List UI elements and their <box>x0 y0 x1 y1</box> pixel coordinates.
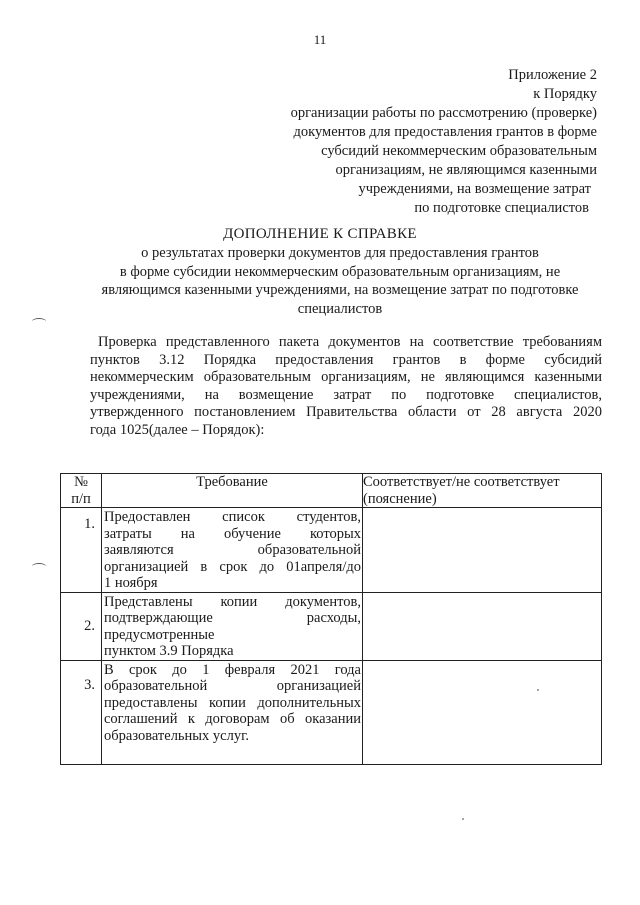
subtitle-line: специалистов <box>297 300 383 317</box>
appendix-line: к Порядку <box>533 86 597 102</box>
header-num-line: п/п <box>71 490 91 507</box>
intro-line: учреждениями, на возмещение затрат по подготовке специалистов, <box>90 386 602 403</box>
intro-line: пунктов 3.12 Порядка предоставления грантов в форме субсидий <box>90 351 602 368</box>
row-number: 1. <box>61 508 102 593</box>
requirement-line: затраты на обучение которых <box>104 525 361 542</box>
row-requirement <box>102 508 363 593</box>
requirement-line: В срок до 1 февраля 2021 года <box>104 661 361 678</box>
table-row <box>61 592 602 660</box>
scan-mark <box>32 563 46 570</box>
intro-line: Проверка представленного пакета документов на соответствие требованиям <box>98 334 602 350</box>
header-status: Соответствует/не соответствует (пояснение) <box>363 474 602 508</box>
table-row <box>61 660 602 765</box>
document-title: ДОПОЛНЕНИЕ К СПРАВКЕ <box>223 226 417 242</box>
table-header-row <box>61 474 602 508</box>
requirement-line: Представлены копии документов, <box>104 593 361 610</box>
requirement-line: образовательной организацией <box>104 678 361 694</box>
appendix-header <box>237 66 597 218</box>
requirements-table <box>60 473 602 765</box>
subtitle-line: в форме субсидии некоммерческим образовательным организациям, не <box>119 263 561 280</box>
requirement-line: заявляются образовательной <box>104 542 361 558</box>
intro-line: года 1025(далее – Порядок): <box>90 421 265 438</box>
requirement-line: соглашений к договорам об оказании <box>104 711 361 727</box>
intro-line: некоммерческим образовательным организациям, не являющимся казенными <box>90 369 602 386</box>
scan-speck <box>462 818 464 820</box>
row-number: 2. <box>61 592 102 660</box>
requirement-line: Предоставлен список студентов, <box>104 509 361 525</box>
appendix-line: субсидий некоммерческим образовательным <box>321 143 597 159</box>
appendix-line: Приложение 2 <box>508 67 597 83</box>
header-num <box>61 474 102 508</box>
requirement-line: подтверждающие расходы, <box>104 610 361 626</box>
row-requirement <box>102 660 363 765</box>
scan-speck <box>537 689 539 691</box>
requirement-line: пунктом 3.9 Порядка <box>104 643 234 659</box>
document-subtitle <box>80 244 600 318</box>
appendix-line: организации работы по рассмотрению (проверке) <box>290 105 597 121</box>
appendix-line: по подготовке специалистов <box>414 200 589 216</box>
requirement-line: предусмотренные <box>104 626 215 643</box>
header-requirement: Требование <box>102 474 363 508</box>
requirement-line: 1 ноября <box>104 575 158 591</box>
scan-mark <box>32 318 46 325</box>
intro-line: утвержденного постановлением Правительства области от 28 августа 2020 <box>90 404 602 421</box>
appendix-line: организациям, не являющимся казенными <box>335 162 597 178</box>
page-number: 11 <box>313 32 327 47</box>
subtitle-line: о результатах проверки документов для предоставления грантов <box>141 245 539 261</box>
requirement-line: предоставлены копии дополнительных <box>104 694 361 711</box>
row-number: 3. <box>61 660 102 765</box>
requirement-line: организацией в срок до 01апреля/до <box>104 558 361 575</box>
header-num-line: № <box>74 474 88 490</box>
row-status <box>363 592 602 660</box>
row-status <box>363 508 602 593</box>
row-requirement <box>102 592 363 660</box>
requirement-line: образовательных услуг. <box>104 727 250 744</box>
intro-paragraph <box>90 334 602 440</box>
subtitle-line: являющимся казенными учреждениями, на возмещение затрат по подготовке <box>101 282 579 298</box>
appendix-line: документов для предоставления грантов в форме <box>293 124 597 140</box>
appendix-line: учреждениями, на возмещение затрат <box>358 181 591 197</box>
row-status <box>363 660 602 765</box>
table-row <box>61 508 602 593</box>
